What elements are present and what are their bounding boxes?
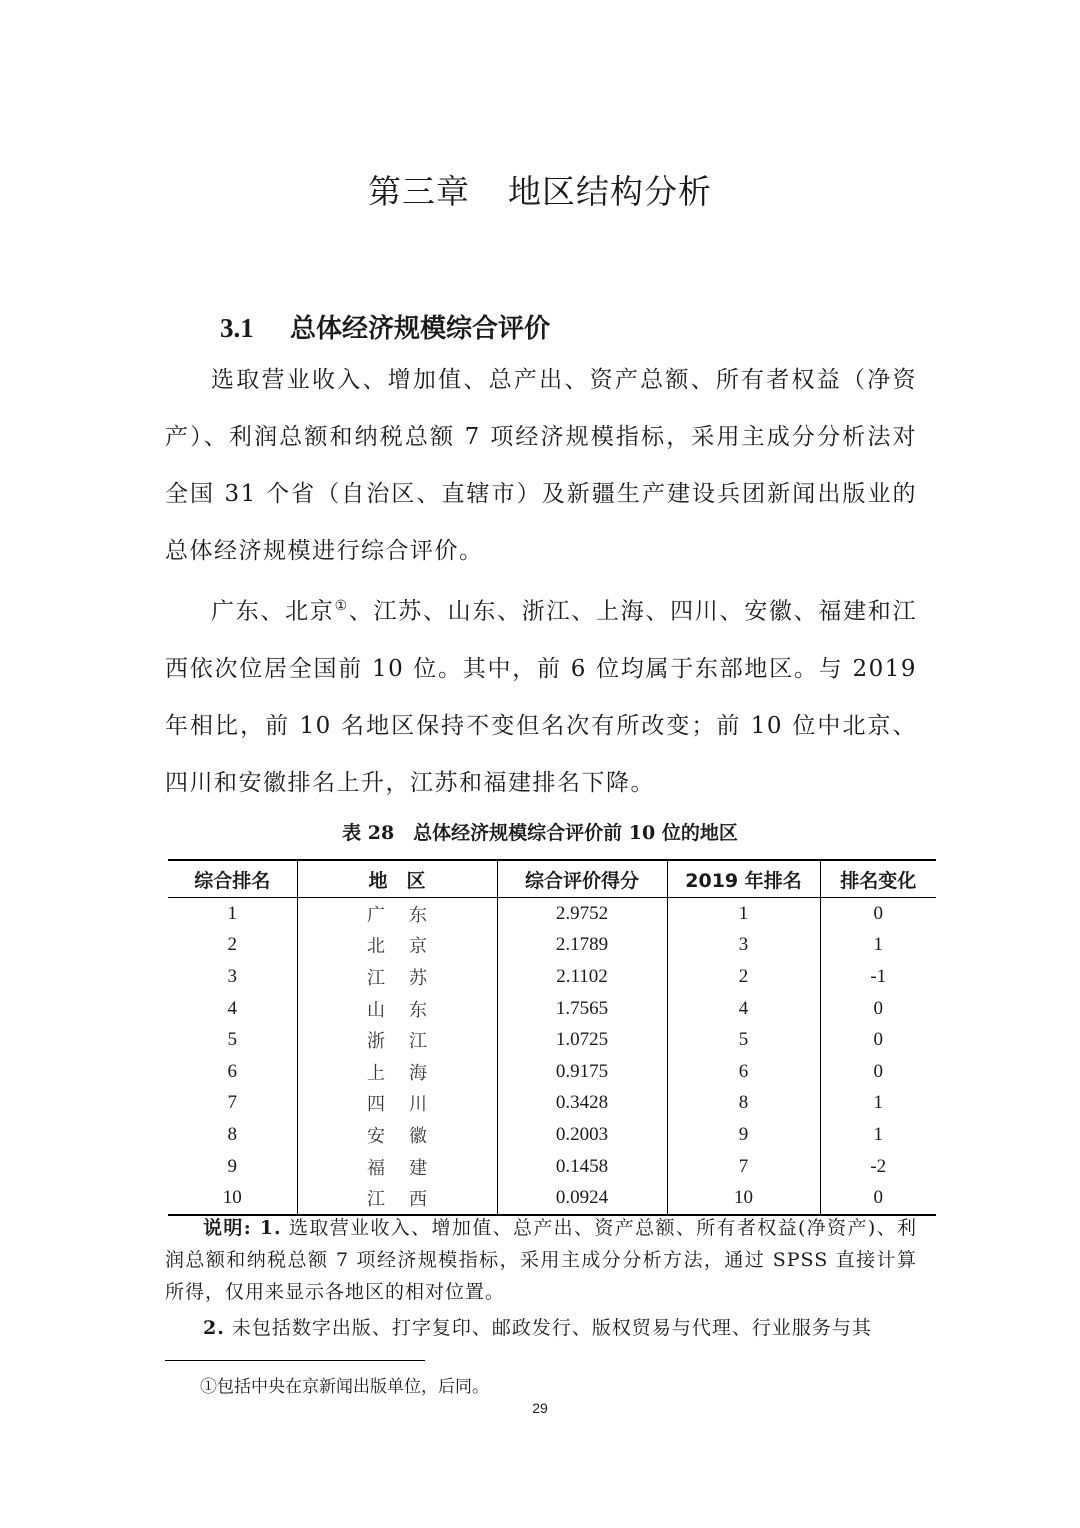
cell-score: 0.1458 bbox=[497, 1151, 667, 1183]
cell-score: 1.0725 bbox=[497, 1024, 667, 1056]
cell-2019-rank: 5 bbox=[667, 1024, 820, 1056]
cell-2019-rank: 10 bbox=[667, 1182, 820, 1215]
header-region: 地 区 bbox=[297, 860, 497, 898]
cell-region: 山东 bbox=[297, 993, 497, 1025]
cell-score: 0.0924 bbox=[497, 1182, 667, 1215]
note-1-text: 选取营业收入、增加值、总产出、资产总额、所有者权益(净资产)、利润总额和纳税总额 7 项经济规模指标，采用主成分分析方法，通过 SPSS 直接计算所得，仅用来显示各地区的相对位置。 bbox=[165, 1217, 917, 1303]
cell-score: 0.2003 bbox=[497, 1119, 667, 1151]
table-caption: 表 28 总体经济规模综合评价前 10 位的地区 bbox=[342, 822, 738, 844]
cell-rank: 7 bbox=[227, 1092, 237, 1114]
table-row bbox=[168, 1024, 936, 1056]
table-notes bbox=[165, 1212, 917, 1344]
cell-rank-change: 0 bbox=[820, 1182, 936, 1215]
table-row bbox=[168, 1056, 936, 1088]
table-row bbox=[168, 1119, 936, 1151]
table-row bbox=[168, 961, 936, 993]
cell-region: 四川 bbox=[297, 1088, 497, 1120]
cell-score: 1.7565 bbox=[497, 993, 667, 1025]
cell-region: 广东 bbox=[297, 898, 497, 930]
header-score: 综合评价得分 bbox=[497, 860, 667, 898]
cell-rank: 1 bbox=[227, 902, 237, 924]
chapter-name: 地区结构分析 bbox=[508, 172, 712, 211]
cell-region: 江西 bbox=[297, 1182, 497, 1215]
cell-rank-change: 0 bbox=[820, 1056, 936, 1088]
cell-region: 安徽 bbox=[297, 1119, 497, 1151]
table-row bbox=[168, 1088, 936, 1120]
cell-rank-change: 0 bbox=[820, 898, 936, 930]
cell-rank: 5 bbox=[227, 1029, 237, 1051]
cell-score: 2.9752 bbox=[497, 898, 667, 930]
cell-2019-rank: 1 bbox=[667, 898, 820, 930]
cell-rank: 6 bbox=[227, 1060, 237, 1082]
table-row bbox=[168, 930, 936, 962]
cell-region: 北京 bbox=[297, 930, 497, 962]
cell-region: 上海 bbox=[297, 1056, 497, 1088]
header-rank: 综合排名 bbox=[168, 860, 297, 898]
header-2019-rank: 2019 年排名 bbox=[667, 860, 820, 898]
table-row bbox=[168, 898, 936, 930]
footnote-ref: ① bbox=[334, 598, 349, 614]
cell-region: 福建 bbox=[297, 1151, 497, 1183]
cell-2019-rank: 7 bbox=[667, 1151, 820, 1183]
note-2 bbox=[165, 1312, 917, 1344]
cell-score: 0.3428 bbox=[497, 1088, 667, 1120]
chapter-title bbox=[0, 166, 1080, 213]
chapter-number: 第三章 bbox=[368, 172, 470, 211]
cell-2019-rank: 2 bbox=[667, 961, 820, 993]
header-rank-change: 排名变化 bbox=[820, 860, 936, 898]
cell-rank-change: 1 bbox=[820, 1119, 936, 1151]
paragraph-intro: 选取营业收入、增加值、总产出、资产总额、所有者权益（净资产）、利润总额和纳税总额 7 项经济规模指标，采用主成分分析法对全国 31 个省（自治区、直辖市）及新疆生产建设兵团新闻出版业的总体经济规模进行综合评价。 bbox=[165, 367, 917, 564]
cell-score: 2.1102 bbox=[497, 961, 667, 993]
cell-2019-rank: 8 bbox=[667, 1088, 820, 1120]
cell-rank: 8 bbox=[227, 1123, 237, 1145]
note-2-text: 未包括数字出版、打字复印、邮政发行、版权贸易与代理、行业服务与其 bbox=[231, 1317, 872, 1339]
cell-rank: 4 bbox=[227, 997, 237, 1019]
table-row bbox=[168, 1182, 936, 1215]
cell-score: 0.9175 bbox=[497, 1056, 667, 1088]
footnote: ①包括中央在京新闻出版单位，后同。 bbox=[200, 1377, 489, 1397]
section-heading bbox=[220, 308, 550, 345]
note-2-number: 2. bbox=[203, 1317, 225, 1339]
ranking-table bbox=[168, 859, 936, 1216]
section-title: 总体经济规模综合评价 bbox=[290, 314, 551, 344]
note-1: 说明: 1. 选取营业收入、增加值、总产出、资产总额、所有者权益(净资产)、利润总额和纳税总额 7 项经济规模指标，采用主成分分析方法，通过 SPSS 直接计算所得，仅用来显示各地区的相对位置。 bbox=[165, 1217, 917, 1303]
page-number: 29 bbox=[532, 1400, 548, 1416]
cell-rank-change: 1 bbox=[820, 1088, 936, 1120]
table-header-row bbox=[168, 860, 936, 898]
cell-score: 2.1789 bbox=[497, 930, 667, 962]
cell-rank: 3 bbox=[227, 965, 237, 987]
cell-rank: 2 bbox=[227, 934, 237, 956]
cell-rank-change: 0 bbox=[820, 1024, 936, 1056]
cell-rank-change: 1 bbox=[820, 930, 936, 962]
paragraph-ranking-start: 广东、北京 bbox=[211, 598, 335, 625]
cell-2019-rank: 3 bbox=[667, 930, 820, 962]
section-number: 3.1 bbox=[220, 313, 254, 343]
cell-rank: 10 bbox=[168, 1182, 297, 1215]
note-1-number: 1. bbox=[259, 1217, 282, 1239]
notes-label: 说明 bbox=[203, 1217, 244, 1239]
cell-rank-change: -1 bbox=[820, 961, 936, 993]
cell-rank-change: 0 bbox=[820, 993, 936, 1025]
cell-region: 浙江 bbox=[297, 1024, 497, 1056]
paragraph-ranking bbox=[165, 578, 917, 812]
cell-rank: 9 bbox=[227, 1155, 237, 1177]
cell-rank-change: -2 bbox=[820, 1151, 936, 1183]
cell-region: 江苏 bbox=[297, 961, 497, 993]
cell-2019-rank: 6 bbox=[667, 1056, 820, 1088]
cell-2019-rank: 9 bbox=[667, 1119, 820, 1151]
footnote-divider bbox=[165, 1360, 425, 1361]
paragraph-ranking-rest: 、江苏、山东、浙江、上海、四川、安徽、福建和江西依次位居全国前 10 位。其中，前 6 位均属于东部地区。与 2019 年相比，前 10 名地区保持不变但名次有所改变；前 10 位中北京、四川和安徽排名上升，江苏和福建排名下降。 bbox=[165, 598, 917, 796]
table-row bbox=[168, 1151, 936, 1183]
cell-2019-rank: 4 bbox=[667, 993, 820, 1025]
table-row bbox=[168, 993, 936, 1025]
